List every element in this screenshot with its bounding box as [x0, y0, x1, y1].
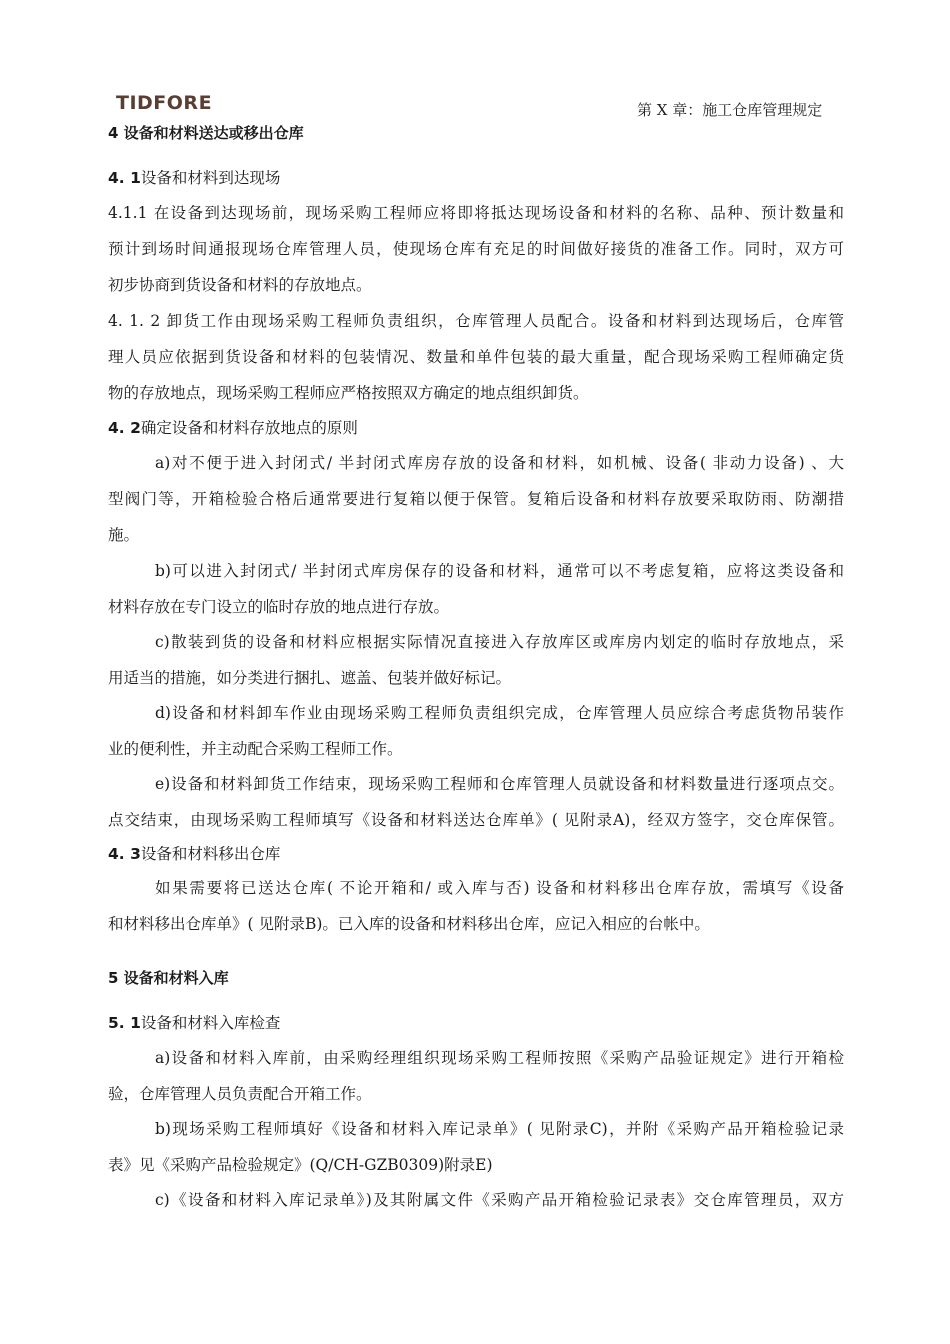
paragraph-line: 物的存放地点，现场采购工程师应严格按照双方确定的地点组织卸货。 — [108, 384, 589, 402]
heading-number: 5. 1 — [108, 1014, 141, 1032]
list-item-line: a)对不便于进入封闭式/ 半封闭式库房存放的设备和材料，如机械、设备( 非动力设备) 、大 — [155, 454, 844, 472]
heading-number: 4. 1 — [108, 169, 141, 187]
heading-4-1 — [108, 166, 280, 188]
list-item-line: 型阀门等，开箱检验合格后通常要进行复箱以便于保管。复箱后设备和材料存放要采取防雨、防潮措 — [108, 490, 844, 508]
heading-text: 设备和材料移出仓库 — [140, 845, 281, 863]
logo: TIDFORE — [116, 92, 213, 114]
list-item-line: 材料存放在专门设立的临时存放的地点进行存放。 — [108, 598, 450, 616]
list-item-line: c)《设备和材料入库记录单》)及其附属文件《采购产品开箱检验记录表》交仓库管理员，双方 — [155, 1191, 844, 1209]
list-item-line: 验，仓库管理人员负责配合开箱工作。 — [108, 1085, 372, 1103]
list-item-line: 用适当的措施，如分类进行捆扎、遮盖、包装并做好标记。 — [108, 669, 512, 687]
list-item-line: a)设备和材料入库前，由采购经理组织现场采购工程师按照《采购产品验证规定》进行开箱检 — [155, 1049, 844, 1067]
list-item-line: b)可以进入封闭式/ 半封闭式库房保存的设备和材料，通常可以不考虑复箱，应将这类设备和 — [155, 562, 844, 580]
paragraph-line: 4.1.1 在设备到达现场前，现场采购工程师应将即将抵达现场设备和材料的名称、品种、预计数量和 — [108, 204, 844, 222]
heading-4-3 — [108, 842, 280, 864]
list-item-line: 施。 — [108, 526, 140, 544]
heading-text: 确定设备和材料存放地点的原则 — [140, 419, 358, 437]
list-item-line: 表》见《采购产品检验规定》(Q/CH-GZB0309)附录E) — [108, 1156, 493, 1174]
paragraph-line: 4. 1. 2 卸货工作由现场采购工程师负责组织，仓库管理人员配合。设备和材料到达现场后，仓库管 — [108, 312, 844, 330]
heading-number: 4. 2 — [108, 419, 141, 437]
list-item-line: 业的便利性，并主动配合采购工程师工作。 — [108, 740, 403, 758]
list-item-line: d)设备和材料卸车作业由现场采购工程师负责组织完成，仓库管理人员应综合考虑货物吊装作 — [155, 704, 844, 722]
paragraph-line: 和材料移出仓库单》( 见附录B)。已入库的设备和材料移出仓库，应记入相应的台帐中。 — [108, 915, 710, 933]
heading-text: 设备和材料入库检查 — [140, 1014, 281, 1032]
chapter-title: 第 X 章：施工仓库管理规定 — [637, 101, 823, 119]
list-item-line: b)现场采购工程师填好《设备和材料入库记录单》( 见附录C)，并附《采购产品开箱检验记录 — [155, 1120, 844, 1138]
paragraph-line: 初步协商到货设备和材料的存放地点。 — [108, 276, 372, 294]
paragraph-line: 理人员应依据到货设备和材料的包装情况、数量和单件包装的最大重量，配合现场采购工程师确定货 — [108, 348, 844, 366]
section-4-title: 4 设备和材料送达或移出仓库 — [108, 124, 304, 142]
list-item-line: e)设备和材料卸货工作结束，现场采购工程师和仓库管理人员就设备和材料数量进行逐项点交。 — [155, 775, 844, 793]
heading-5-1 — [108, 1011, 280, 1033]
section-5-title: 5 设备和材料入库 — [108, 969, 229, 987]
paragraph-line: 如果需要将已送达仓库( 不论开箱和/ 或入库与否) 设备和材料移出仓库存放，需填写《设备 — [155, 879, 844, 897]
heading-number: 4. 3 — [108, 845, 141, 863]
paragraph-line: 预计到场时间通报现场仓库管理人员，使现场仓库有充足的时间做好接货的准备工作。同时，双方可 — [108, 240, 844, 258]
heading-4-2 — [108, 416, 358, 438]
list-item-line: 点交结束，由现场采购工程师填写《设备和材料送达仓库单》( 见附录A)，经双方签字，交仓库保管。 — [108, 811, 844, 829]
heading-text: 设备和材料到达现场 — [140, 169, 281, 187]
list-item-line: c)散装到货的设备和材料应根据实际情况直接进入存放库区或库房内划定的临时存放地点，采 — [155, 633, 844, 651]
